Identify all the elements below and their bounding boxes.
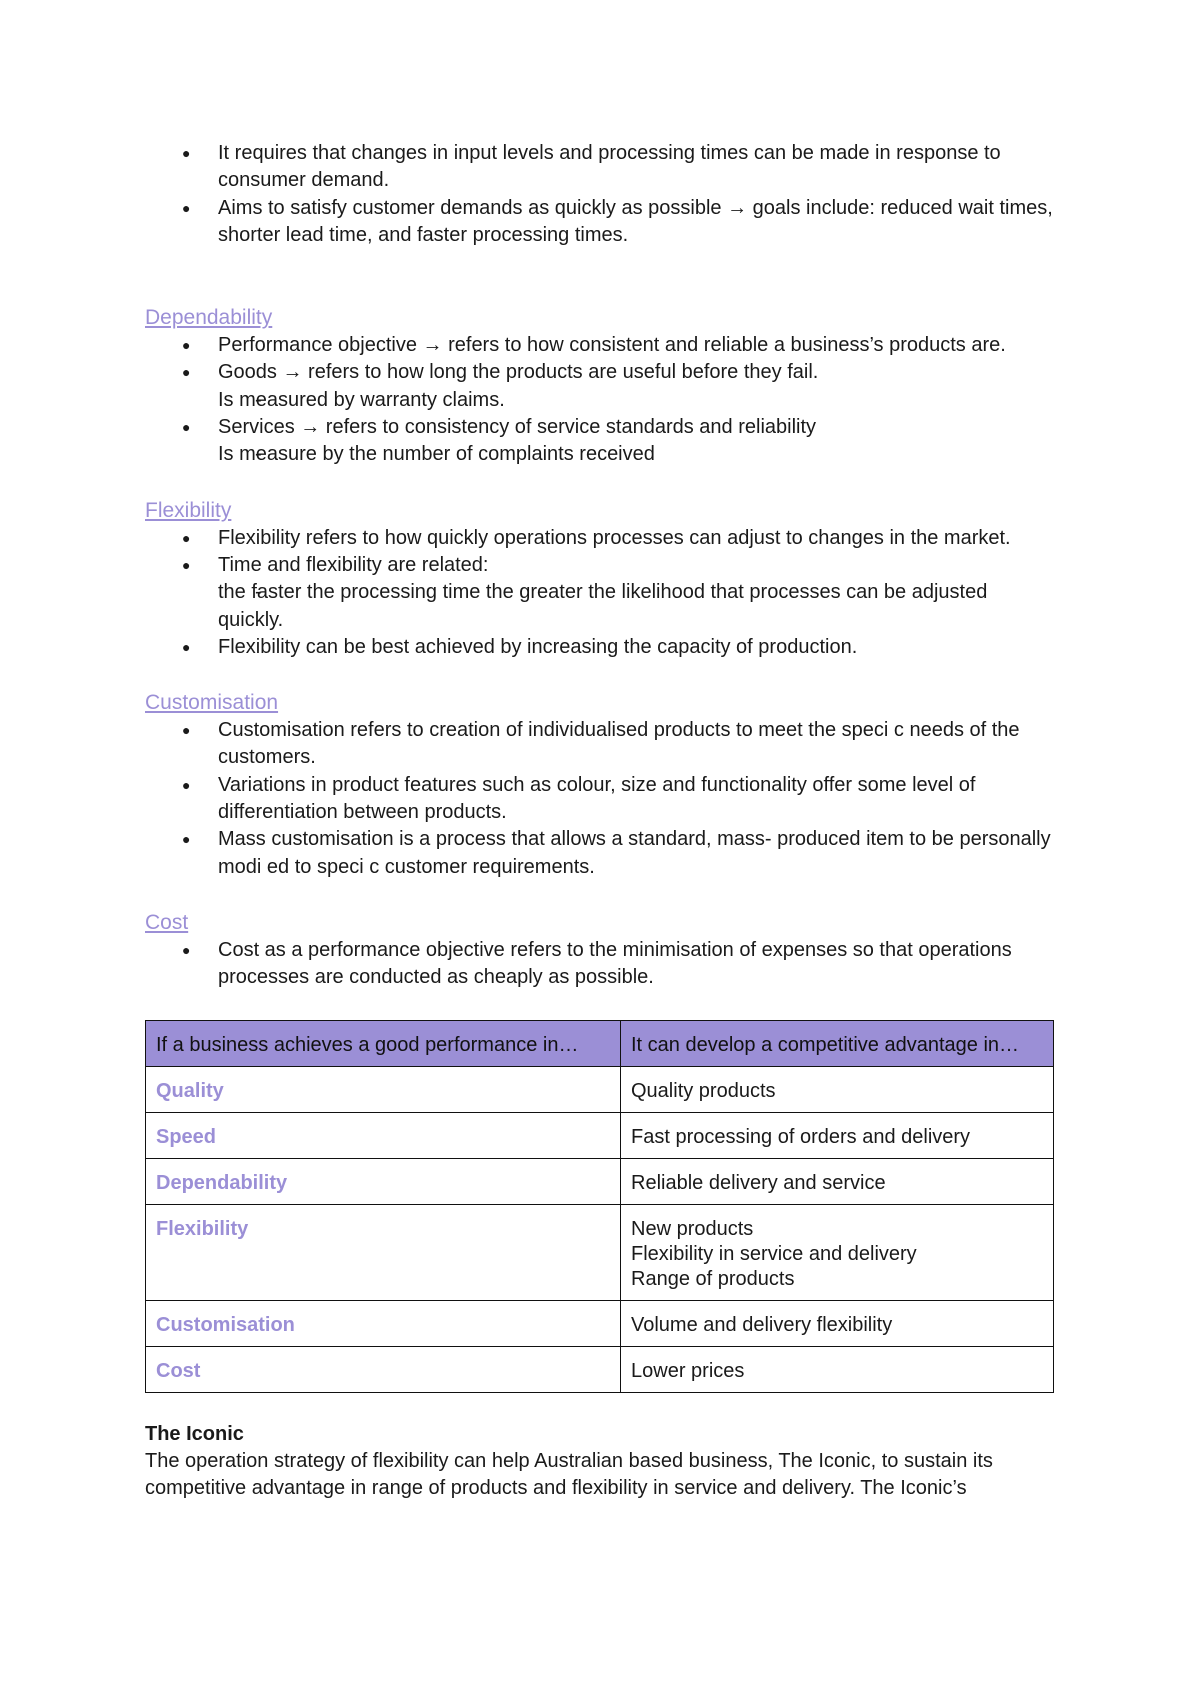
table-cell-value: Reliable delivery and service <box>621 1158 1054 1204</box>
bullet-list <box>145 332 1060 387</box>
table-cell-value: Fast processing of orders and delivery <box>621 1112 1054 1158</box>
bullet-list <box>145 937 1060 992</box>
table-row <box>146 1158 1054 1204</box>
intro-bullet-list <box>145 140 1060 249</box>
list-item: ● Aims to satisfy customer demands as quickly as possible → goals include: reduced wait times, shorter lead time, and faster processing times. <box>145 195 1060 250</box>
bullet-list <box>145 634 1060 661</box>
table-cell-label: Dependability <box>146 1158 621 1204</box>
sub-list-item: - Is measure by the number of complaints received <box>145 441 1060 468</box>
section-heading-cost[interactable]: Cost <box>145 910 189 934</box>
bullet-list <box>145 525 1060 580</box>
table-cell-value: Lower prices <box>621 1346 1054 1392</box>
bullet-list <box>145 414 1060 441</box>
iconic-paragraph: The operation strategy of flexibility can help Australian based business, The Iconic, to sustain its competitive advantage in range of products and flexibility in service and delivery. The Iconic’s <box>145 1449 993 1499</box>
sub-bullet-list <box>145 579 1060 634</box>
table-cell-value <box>621 1204 1054 1300</box>
list-item: ● It requires that changes in input levels and processing times can be made in response to consumer demand. <box>145 140 1060 195</box>
customisation-section <box>145 689 1060 881</box>
section-heading-flexibility[interactable]: Flexibility <box>145 498 232 522</box>
table-cell-line: Range of products <box>631 1267 795 1290</box>
table-cell-label: Cost <box>146 1346 621 1392</box>
list-item: ● Mass customisation is a process that allows a standard, mass- produced item to be personally modi ed to speci c customer requirements. <box>145 826 1060 881</box>
sub-list-item: - Is measured by warranty claims. <box>145 387 1060 414</box>
table-cell-label: Customisation <box>146 1300 621 1346</box>
table-header-row <box>146 1020 1054 1066</box>
table-cell-line: New products <box>631 1217 754 1240</box>
section-heading-customisation[interactable]: Customisation <box>145 691 279 715</box>
list-item: ● Flexibility can be best achieved by increasing the capacity of production. <box>145 634 1060 661</box>
competitive-advantage-table <box>145 1020 1054 1393</box>
section-heading-dependability[interactable]: Dependability <box>145 306 273 330</box>
list-item: ● Goods → refers to how long the products are useful before they fail. <box>145 359 1060 386</box>
table-cell-value: Quality products <box>621 1066 1054 1112</box>
dependability-section <box>145 304 1060 468</box>
table-cell-label: Speed <box>146 1112 621 1158</box>
table-cell-value: Volume and delivery flexibility <box>621 1300 1054 1346</box>
flexibility-section <box>145 497 1060 661</box>
table-cell-label: Quality <box>146 1066 621 1112</box>
table-row <box>146 1300 1054 1346</box>
table-row <box>146 1112 1054 1158</box>
list-item: ● Cost as a performance objective refers to the minimisation of expenses so that operations processes are conducted as cheaply as possible. <box>145 937 1060 992</box>
list-item: ● Services → refers to consistency of service standards and reliability <box>145 414 1060 441</box>
list-item: ● Variations in product features such as colour, size and functionality offer some level of differentiation between products. <box>145 772 1060 827</box>
table-cell-line: Flexibility in service and delivery <box>631 1242 917 1265</box>
iconic-heading: The Iconic <box>145 1422 244 1445</box>
table-cell-label: Flexibility <box>146 1204 621 1300</box>
list-item: ● Customisation refers to creation of individualised products to meet the speci c needs of the customers. <box>145 717 1060 772</box>
bullet-list <box>145 717 1060 881</box>
table-row <box>146 1346 1054 1392</box>
list-item: ● Performance objective → refers to how consistent and reliable a business’s products are. <box>145 332 1060 359</box>
sub-list-item: - the faster the processing time the greater the likelihood that processes can be adjusted quickly. <box>145 579 1060 634</box>
document-page <box>145 140 1060 1502</box>
sub-bullet-list <box>145 441 1060 468</box>
list-item: ● Flexibility refers to how quickly operations processes can adjust to changes in the market. <box>145 525 1060 552</box>
sub-bullet-list <box>145 387 1060 414</box>
cost-section <box>145 909 1060 992</box>
table-row <box>146 1204 1054 1300</box>
list-item: ● Time and flexibility are related: <box>145 552 1060 579</box>
table-header-cell: It can develop a competitive advantage in… <box>621 1020 1054 1066</box>
table-header-cell: If a business achieves a good performance in… <box>146 1020 621 1066</box>
table-row <box>146 1066 1054 1112</box>
